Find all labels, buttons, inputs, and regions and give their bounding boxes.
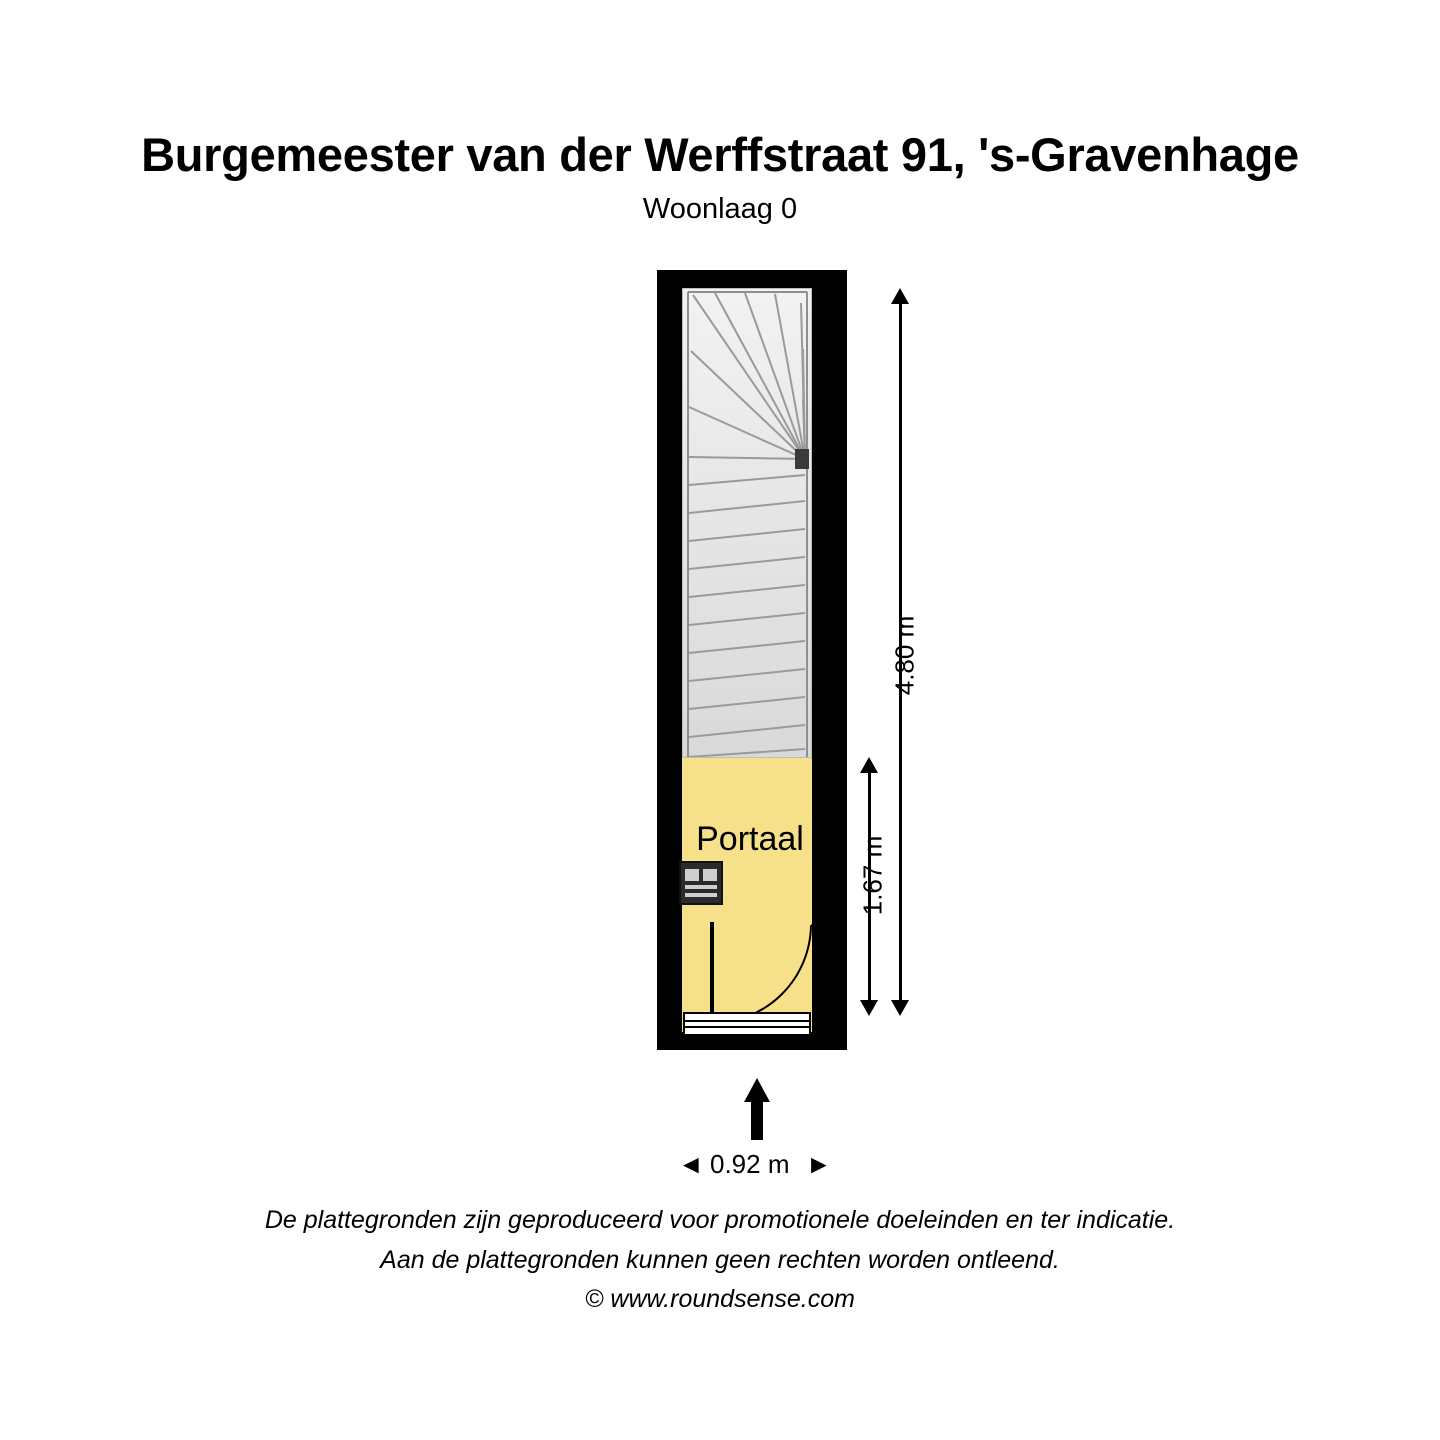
door-leaf <box>710 922 714 1024</box>
disclaimer-line-2: Aan de plattegronden kunnen geen rechten worden ontleend. <box>380 1245 1060 1274</box>
disclaimer <box>0 1200 1440 1321</box>
entrance-arrow-icon <box>744 1078 770 1140</box>
page-title: Burgemeester van der Werffstraat 91, 's-Gravenhage <box>141 128 1299 181</box>
staircase-svg <box>683 289 812 758</box>
dim-width-label: 0.92 m <box>710 1149 790 1179</box>
disclaimer-line-1: De plattegronden zijn geproduceerd voor promotionele doeleinden en ter indicatie. <box>264 1206 1176 1234</box>
staircase <box>682 288 812 758</box>
dim-portaal-arrow-top <box>860 757 878 773</box>
floor-subtitle: Woonlaag 0 <box>642 193 798 226</box>
front-door-threshold <box>683 1012 811 1036</box>
dim-portaal-arrow-bottom <box>860 1000 878 1016</box>
dim-width-left-marker: ◄ <box>678 1149 704 1179</box>
dim-total-label: 4.80 m <box>889 615 920 696</box>
dim-total-arrow-top <box>891 288 909 304</box>
meter-cupboard-icon <box>679 861 723 905</box>
room-label-portaal: Portaal <box>696 820 804 858</box>
dim-width-right-marker: ► <box>806 1149 832 1179</box>
dim-total-arrow-bottom <box>891 1000 909 1016</box>
dim-portaal-label: 1.67 m <box>857 835 888 916</box>
copyright-line: © www.roundsense.com <box>585 1285 855 1313</box>
